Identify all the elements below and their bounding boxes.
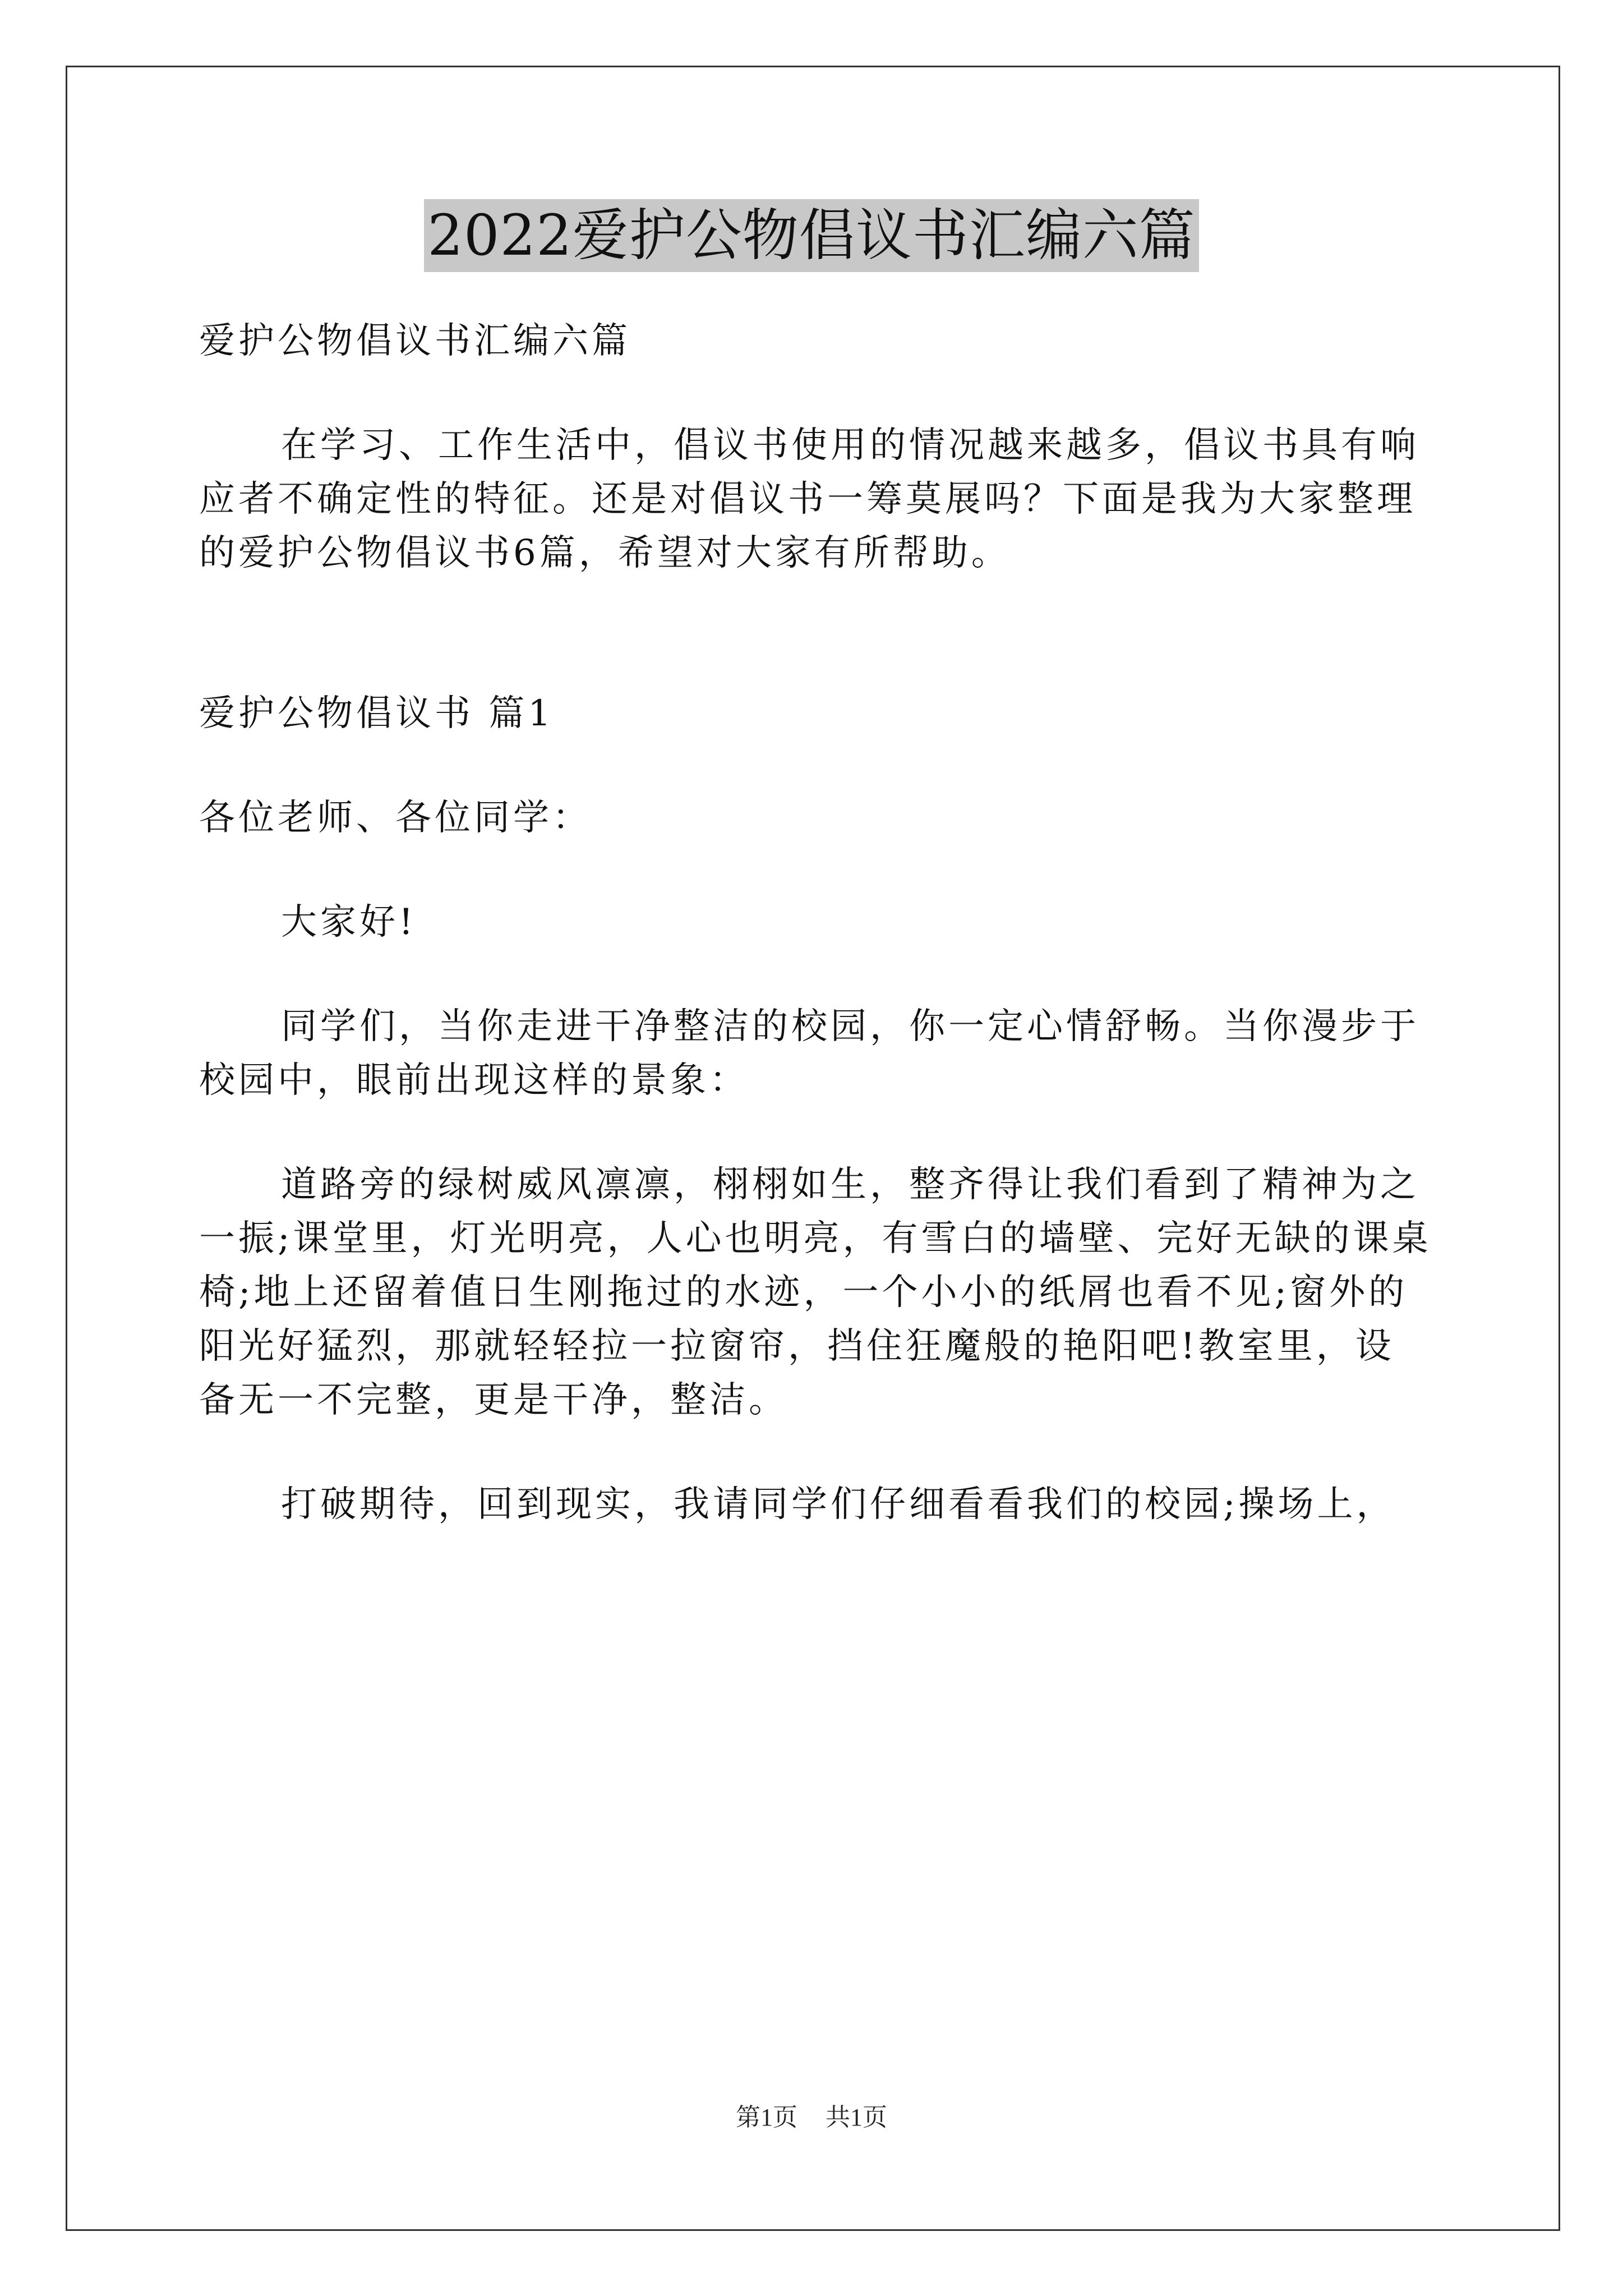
body-paragraph: 打破期待，回到现实，我请同学们仔细看看我们的校园;操场上， — [281, 1484, 1396, 1525]
document-body — [199, 314, 1433, 1531]
body-paragraph: 同学们，当你走进干净整洁的校园，你一定心情舒畅。当你漫步于校园中，眼前出现这样的景象： — [199, 1006, 1419, 1101]
salutation-paragraph: 各位老师、各位同学： — [199, 797, 592, 839]
page-footer — [0, 2101, 1623, 2134]
page-total: 共1页 — [826, 2104, 887, 2131]
title-container — [0, 199, 1623, 272]
body-paragraph: 道路旁的绿树威风凛凛，栩栩如生，整齐得让我们看到了精神为之一振;课堂里，灯光明亮，人心也明亮，有雪白的墙壁、完好无缺的课桌椅;地上还留着值日生刚拖过的水迹，一个小小的纸屑也看不见;窗外的阳光好猛烈，那就轻轻拉一拉窗帘，挡住狂魔般的艳阳吧!教室里，设备无一不完整，更是干净，整洁。 — [199, 1164, 1432, 1421]
section-heading: 爱护公物倡议书 篇1 — [199, 693, 555, 734]
greeting-paragraph: 大家好! — [281, 901, 417, 943]
intro-paragraph: 在学习、工作生活中，倡议书使用的情况越来越多，倡议书具有响应者不确定性的特征。还是对倡议书一筹莫展吗？下面是我为大家整理的爱护公物倡议书6篇，希望对大家有所帮助。 — [199, 425, 1419, 574]
subtitle-paragraph: 爱护公物倡议书汇编六篇 — [199, 320, 631, 362]
document-title: 2022爱护公物倡议书汇编六篇 — [424, 199, 1199, 272]
page-number: 第1页 — [736, 2104, 797, 2131]
